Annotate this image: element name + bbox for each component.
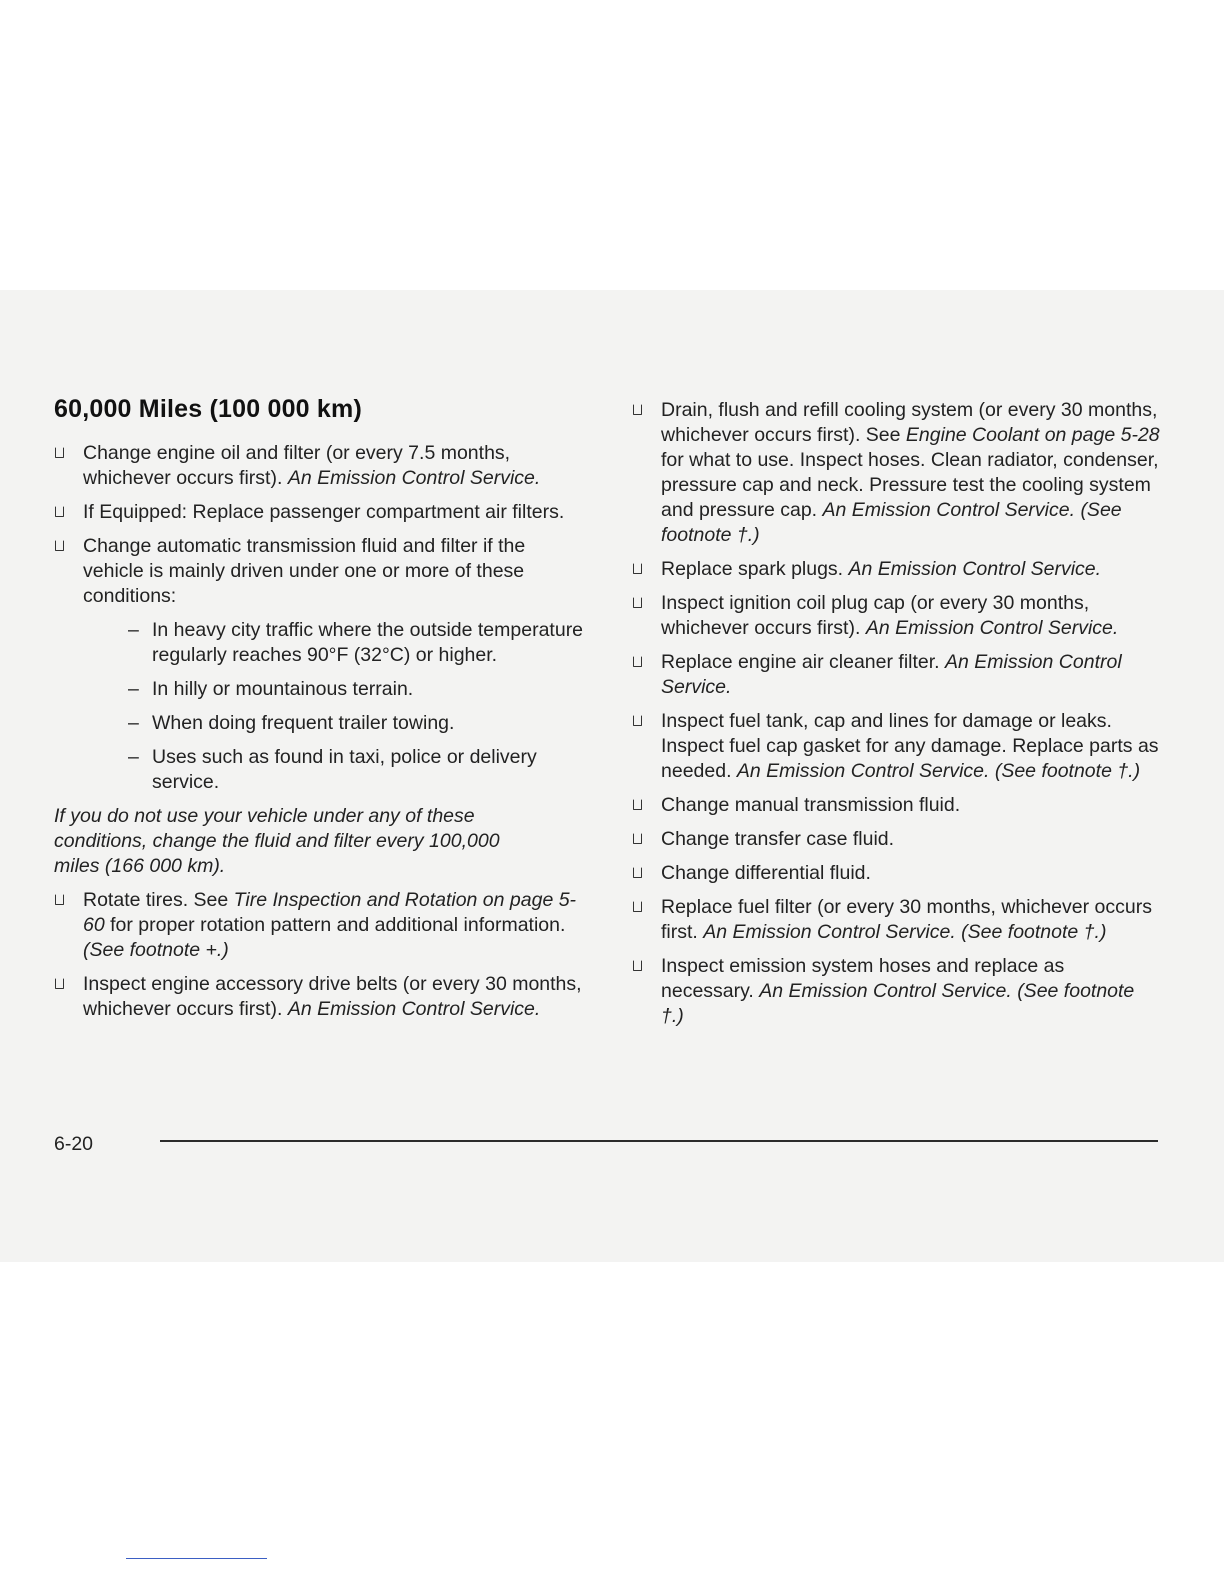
item-text: Inspect fuel tank, cap and lines for damage or leaks. Inspect fuel cap gasket for any damage. Replace parts as needed.: [661, 710, 1159, 782]
item-emphasis: An Emission Control Service.: [287, 998, 541, 1020]
checklist-item: [54, 534, 584, 609]
item-text: for what to use. Inspect hoses. Clean radiator, condenser, pressure cap and neck. Pressure test the cooling system and pressure cap.: [661, 449, 1159, 521]
checkbox-icon: [55, 894, 64, 905]
condition-text: Uses such as found in taxi, police or delivery service.: [152, 746, 537, 793]
item-text: Inspect engine accessory drive belts (or every 30 months, whichever occurs first).: [83, 973, 582, 1020]
checkbox-icon: [633, 404, 642, 415]
condition-item: [54, 711, 584, 736]
dash-marker: –: [128, 712, 139, 734]
checkbox-icon: [633, 563, 642, 574]
checkbox-icon: [55, 506, 64, 517]
item-text: Change transfer case fluid.: [661, 828, 895, 850]
dash-marker: –: [128, 746, 139, 768]
checklist-item: [632, 557, 1162, 582]
checklist-item: [632, 398, 1162, 548]
item-emphasis: An Emission Control Service. (See footnote †.): [661, 499, 1122, 546]
dash-marker: –: [128, 619, 139, 641]
checklist-item: [632, 861, 1162, 886]
item-text: Rotate tires. See: [83, 889, 234, 911]
checklist-item: [54, 500, 584, 525]
checkbox-icon: [633, 799, 642, 810]
item-emphasis: (See footnote +.): [83, 939, 229, 961]
condition-text: When doing frequent trailer towing.: [152, 712, 455, 734]
left-column: [54, 441, 584, 1031]
checklist-item: [632, 793, 1162, 818]
checklist-item: [632, 954, 1162, 1029]
link-underline: [126, 1558, 267, 1559]
item-text: Replace engine air cleaner filter.: [661, 651, 945, 673]
checkbox-icon: [55, 978, 64, 989]
checkbox-icon: [633, 960, 642, 971]
checklist-item: [54, 888, 584, 963]
item-text: Inspect emission system hoses and replace as necessary.: [661, 955, 1065, 1002]
condition-text: In heavy city traffic where the outside temperature regularly reaches 90°F (32°C) or higher.: [152, 619, 584, 666]
item-emphasis: An Emission Control Service.: [661, 651, 1122, 698]
checkbox-icon: [633, 715, 642, 726]
item-text: Change manual transmission fluid.: [661, 794, 961, 816]
page-title: 60,000 Miles (100 000 km): [54, 395, 362, 423]
item-text: Replace spark plugs.: [661, 558, 849, 580]
item-emphasis: An Emission Control Service.: [287, 467, 541, 489]
item-reference: Tire Inspection and Rotation on page 5-60: [83, 889, 577, 936]
dash-marker: –: [128, 678, 139, 700]
checkbox-icon: [55, 447, 64, 458]
condition-item: [54, 745, 584, 795]
item-reference: Engine Coolant on page 5-28: [905, 424, 1160, 446]
item-text: Change engine oil and filter (or every 7.5 months, whichever occurs first).: [83, 442, 511, 489]
checkbox-icon: [633, 833, 642, 844]
item-emphasis: An Emission Control Service.: [865, 617, 1119, 639]
checklist-item: [54, 972, 584, 1022]
fluid-interval-note: If you do not use your vehicle under any of these conditions, change the fluid and filter every 100,000 miles (166 000 km).: [54, 805, 500, 877]
item-text: Inspect ignition coil plug cap (or every 30 months, whichever occurs first).: [661, 592, 1090, 639]
item-emphasis: An Emission Control Service. (See footnote †.): [661, 980, 1135, 1027]
checklist-item: [632, 709, 1162, 784]
checkbox-icon: [633, 656, 642, 667]
checklist-item: [632, 591, 1162, 641]
footer-rule: [160, 1140, 1158, 1142]
item-emphasis: An Emission Control Service.: [848, 558, 1102, 580]
checkbox-icon: [633, 597, 642, 608]
checkbox-icon: [55, 540, 64, 551]
item-text: If Equipped: Replace passenger compartment air filters.: [83, 501, 565, 523]
checklist-item: [632, 895, 1162, 945]
condition-text: In hilly or mountainous terrain.: [152, 678, 414, 700]
condition-item: [54, 677, 584, 702]
item-emphasis: An Emission Control Service. (See footnote †.): [703, 921, 1107, 943]
item-text: Replace fuel filter (or every 30 months, whichever occurs first.: [661, 896, 1152, 943]
checkbox-icon: [633, 867, 642, 878]
item-text: Change automatic transmission fluid and filter if the vehicle is mainly driven under one or more of these conditions:: [83, 535, 526, 607]
item-text: Change differential fluid.: [661, 862, 871, 884]
checkbox-icon: [633, 901, 642, 912]
right-column: [632, 398, 1162, 1038]
checklist-item: [632, 650, 1162, 700]
checklist-item: [632, 827, 1162, 852]
item-emphasis: An Emission Control Service. (See footnote †.): [736, 760, 1141, 782]
checklist-item: [54, 441, 584, 491]
page-number: 6-20: [54, 1133, 94, 1155]
condition-item: [54, 618, 584, 668]
item-text: Drain, flush and refill cooling system (or every 30 months, whichever occurs first). See: [661, 399, 1158, 446]
item-text: for proper rotation pattern and additional information.: [104, 914, 566, 936]
